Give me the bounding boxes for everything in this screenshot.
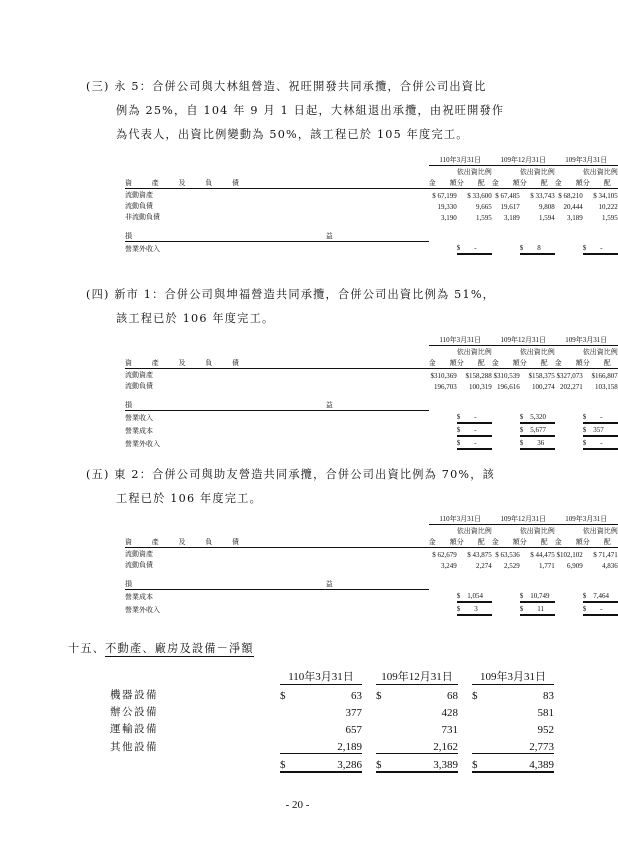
cell: 83 xyxy=(543,690,554,702)
row-label: 非流動負債 xyxy=(125,213,160,221)
cell: $ 33,600 xyxy=(467,192,492,200)
table-row xyxy=(125,436,618,449)
sub-header: 分 配 xyxy=(583,357,618,369)
cell: $ 67,485 xyxy=(495,192,520,200)
cell: $166,807 xyxy=(591,372,618,380)
cell: 19,617 xyxy=(500,203,520,211)
cell: 9,665 xyxy=(476,203,492,211)
table-row xyxy=(125,200,618,211)
cell: $ 3 xyxy=(457,602,492,615)
sub-header: 分 配 xyxy=(520,177,555,189)
cell: 3,189 xyxy=(504,214,520,222)
cell: $310,369 xyxy=(430,372,457,380)
table-row xyxy=(110,736,554,754)
cell: $ 36 xyxy=(520,436,555,449)
ppe-table xyxy=(110,667,554,773)
section-heading: 不動產、廠房及設備－淨額 xyxy=(105,642,254,655)
row-label: 營業成本 xyxy=(125,592,153,601)
table-row xyxy=(125,369,618,381)
cell: $ 71,471 xyxy=(593,551,618,559)
row-label: 營業成本 xyxy=(125,426,153,435)
cell: $ 357 xyxy=(583,423,618,436)
sub-header: 依出資比例 xyxy=(456,527,492,535)
total-cell: 3,286 xyxy=(337,759,362,771)
cell: $ - xyxy=(583,602,618,615)
cell: $158,375 xyxy=(528,372,555,380)
cell: 1,594 xyxy=(539,214,555,222)
sub-header: 金 額 xyxy=(428,359,457,367)
cell: $ 33,743 xyxy=(530,192,555,200)
row-label: 營業外收入 xyxy=(125,244,160,253)
row-label: 營業外收入 xyxy=(125,605,160,614)
table-row xyxy=(125,380,618,391)
sub-header: 依出資比例 xyxy=(519,527,555,535)
table-row xyxy=(125,189,618,201)
column-label: 資 產 及 負 債 xyxy=(125,536,429,548)
paragraph-xinshi1 xyxy=(86,283,556,331)
cell: $ 5,677 xyxy=(520,423,555,436)
cell: $ 68,210 xyxy=(558,192,583,200)
period-header: 110年3月31日 xyxy=(429,513,492,525)
period-header: 109年3月31日 xyxy=(472,667,554,685)
sub-header: 金 額 xyxy=(428,179,457,187)
sub-header: 金 額 xyxy=(491,179,520,187)
column-label: 資 產 及 負 債 xyxy=(125,357,429,369)
cell: $ 62,679 xyxy=(432,551,457,559)
cell: $ - xyxy=(457,411,492,423)
table-row xyxy=(125,590,618,602)
total-cell: 3,389 xyxy=(433,759,458,771)
cell: $ 11 xyxy=(520,602,555,615)
paragraph-yong5 xyxy=(86,75,556,147)
sub-header: 依出資比例 xyxy=(582,527,618,535)
sub-header: 依出資比例 xyxy=(519,348,555,356)
table-row xyxy=(125,602,618,615)
row-label: 營業外收入 xyxy=(125,439,160,448)
pl-label: 損 益 xyxy=(125,580,429,588)
cell: $ - xyxy=(457,242,492,254)
period-header: 109年12月31日 xyxy=(492,154,555,166)
cell: 63 xyxy=(351,690,362,702)
currency-sign: $ xyxy=(280,759,286,771)
cell: $ - xyxy=(457,423,492,436)
cell: 103,158 xyxy=(595,383,618,391)
table-row xyxy=(125,211,618,222)
cell: 2,529 xyxy=(504,562,520,570)
sub-header: 金 額 xyxy=(554,179,583,187)
row-label: 其他設備 xyxy=(110,740,158,753)
sub-header: 金 額 xyxy=(491,538,520,546)
cell: 68 xyxy=(447,690,458,702)
sub-header: 分 配 xyxy=(457,357,492,369)
currency-sign: $ xyxy=(376,690,382,702)
cell: $ - xyxy=(583,242,618,254)
cell: $ 7,464 xyxy=(583,590,618,602)
cell: $ 1,054 xyxy=(457,590,492,602)
period-header: 110年3月31日 xyxy=(429,334,492,346)
sub-header: 分 配 xyxy=(583,536,618,548)
table-row xyxy=(110,719,554,736)
row-label: 流動負債 xyxy=(125,382,153,390)
cell: 19,330 xyxy=(437,203,457,211)
paragraph-dong2 xyxy=(86,463,556,511)
page-number: - 20 - xyxy=(285,799,310,811)
cell: 2,189 xyxy=(280,736,362,754)
cell: 3,190 xyxy=(441,214,457,222)
row-label: 辦公設備 xyxy=(110,706,158,718)
cell: 952 xyxy=(537,724,554,736)
sub-header: 分 配 xyxy=(457,536,492,548)
cell: 196,703 xyxy=(434,383,457,391)
period-header: 109年3月31日 xyxy=(555,154,618,166)
para-line: 該工程已於 106 年度完工。 xyxy=(116,312,275,325)
table-row xyxy=(125,242,618,254)
column-label: 資 產 及 負 債 xyxy=(125,177,429,189)
para-line: (四) 新市 1：合併公司與坤福營造共同承攬，合併公司出資比例為 51%， xyxy=(86,288,496,301)
para-line: 為代表人，出資比例變動為 50%，該工程已於 105 年度完工。 xyxy=(116,128,469,141)
sub-header: 分 配 xyxy=(520,357,555,369)
table-row xyxy=(110,685,554,703)
sub-header: 依出資比例 xyxy=(582,348,618,356)
para-line: 工程已於 106 年度完工。 xyxy=(116,492,262,505)
cell: $ 43,875 xyxy=(467,551,492,559)
pl-label: 損 益 xyxy=(125,232,429,240)
cell: 1,771 xyxy=(539,562,555,570)
cell: 2,274 xyxy=(476,562,492,570)
currency-sign: $ xyxy=(472,690,478,702)
cell: $ 8 xyxy=(520,242,555,254)
sub-header: 分 配 xyxy=(520,536,555,548)
cell: $ 63,536 xyxy=(495,551,520,559)
period-header: 109年3月31日 xyxy=(555,334,618,346)
cell: 657 xyxy=(345,724,362,736)
pl-label: 損 益 xyxy=(125,401,429,409)
cell: 1,595 xyxy=(476,214,492,222)
row-label: 流動資產 xyxy=(125,191,153,199)
period-header: 109年12月31日 xyxy=(492,513,555,525)
cell: 20,444 xyxy=(563,203,583,211)
para-line: (三) 永 5：合併公司與大林組營造、祝旺開發共同承攬，合併公司出資比 xyxy=(86,80,487,93)
sub-header: 金 額 xyxy=(491,359,520,367)
table-row xyxy=(125,423,618,436)
period-header: 109年3月31日 xyxy=(555,513,618,525)
cell: 377 xyxy=(345,707,362,719)
cell: $ 44,475 xyxy=(530,551,555,559)
cell: 2,773 xyxy=(472,736,554,754)
cell: $ - xyxy=(457,436,492,449)
currency-sign: $ xyxy=(472,759,478,771)
cell: 100,274 xyxy=(532,383,555,391)
cell: $ 67,199 xyxy=(432,192,457,200)
sub-header: 依出資比例 xyxy=(456,168,492,176)
para-line: (五) 東 2：合併公司與助友營造共同承攬，合併公司出資比例為 70%，該 xyxy=(86,468,496,481)
table-row xyxy=(110,702,554,719)
cell: $102,102 xyxy=(556,551,583,559)
cell: $ 10,749 xyxy=(520,590,555,602)
total-row xyxy=(110,754,554,773)
sub-header: 金 額 xyxy=(554,538,583,546)
cell: 4,836 xyxy=(602,562,618,570)
row-label: 運輸設備 xyxy=(110,723,158,735)
cell: $ - xyxy=(583,436,618,449)
cell: 9,808 xyxy=(539,203,555,211)
section-title xyxy=(68,640,254,656)
cell: 1,595 xyxy=(602,214,618,222)
cell: $ - xyxy=(583,411,618,423)
cell: 202,271 xyxy=(560,383,583,391)
sub-header: 依出資比例 xyxy=(456,348,492,356)
sub-header: 金 額 xyxy=(554,359,583,367)
row-label: 流動負債 xyxy=(125,202,153,210)
cell: 100,319 xyxy=(469,383,492,391)
section-number: 十五、 xyxy=(68,642,106,655)
jv-table-dong2 xyxy=(125,513,618,616)
table-row xyxy=(125,548,618,560)
period-header: 110年3月31日 xyxy=(280,667,362,685)
period-header: 109年12月31日 xyxy=(492,334,555,346)
period-header: 110年3月31日 xyxy=(429,154,492,166)
period-header: 109年12月31日 xyxy=(376,667,458,685)
cell: 428 xyxy=(441,707,458,719)
row-label: 流動資產 xyxy=(125,371,153,379)
currency-sign: $ xyxy=(376,759,382,771)
sub-header: 依出資比例 xyxy=(582,168,618,176)
cell: 731 xyxy=(441,724,458,736)
sub-header: 依出資比例 xyxy=(519,168,555,176)
jv-table-yong5 xyxy=(125,154,618,255)
cell: 2,162 xyxy=(376,736,458,754)
sub-header: 分 配 xyxy=(457,177,492,189)
cell: $310,539 xyxy=(493,372,520,380)
row-label: 營業收入 xyxy=(125,413,153,422)
cell: $ 5,320 xyxy=(520,411,555,423)
cell: $327,073 xyxy=(556,372,583,380)
sub-header: 分 配 xyxy=(583,177,618,189)
currency-sign: $ xyxy=(280,690,286,702)
cell: 6,909 xyxy=(567,562,583,570)
sub-header: 金 額 xyxy=(428,538,457,546)
jv-table-xinshi1 xyxy=(125,334,618,450)
cell: 196,616 xyxy=(497,383,520,391)
total-cell: 4,389 xyxy=(529,759,554,771)
cell: 10,222 xyxy=(598,203,618,211)
cell: 3,249 xyxy=(441,562,457,570)
row-label: 機器設備 xyxy=(110,689,158,701)
table-row xyxy=(125,411,618,423)
para-line: 例為 25%，自 104 年 9 月 1 日起，大林組退出承攬，由祝旺開發作 xyxy=(116,104,505,117)
table-row xyxy=(125,559,618,570)
cell: 3,189 xyxy=(567,214,583,222)
row-label: 流動資產 xyxy=(125,550,153,558)
cell: $158,288 xyxy=(465,372,492,380)
row-label: 流動負債 xyxy=(125,561,153,569)
cell: $ 34,105 xyxy=(593,192,618,200)
cell: 581 xyxy=(537,707,554,719)
